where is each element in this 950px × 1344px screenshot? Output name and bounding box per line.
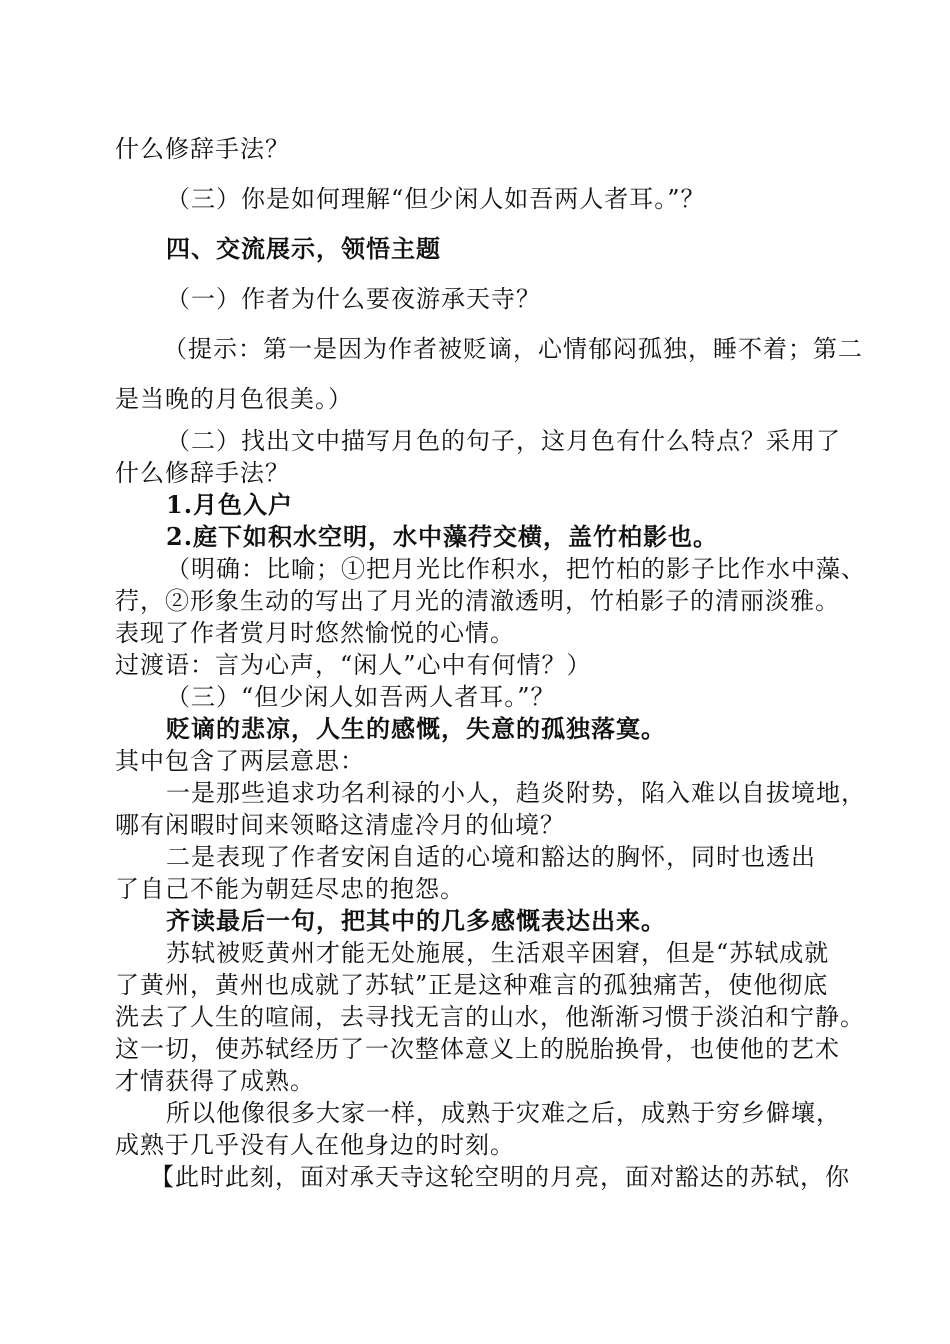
- answer-summary: 贬谪的悲凉，人生的感慨，失意的孤独落寞。: [166, 714, 666, 743]
- text-line: 才情获得了成熟。: [115, 1067, 315, 1095]
- text-line: 所以他像很多大家一样，成熟于灾难之后，成熟于穷乡僻壤，: [166, 1099, 841, 1127]
- transition-line: 过渡语：言为心声，“闲人”心中有何情？）: [115, 651, 592, 679]
- instruction-line: 齐读最后一句，把其中的几多感慨表达出来。: [166, 906, 666, 935]
- text-line: 一是那些追求功名利禄的小人，趋炎附势，陷入难以自拔境地，: [166, 779, 866, 807]
- answer-item: 1.月色入户: [166, 490, 294, 519]
- explanation-line: 荇，②形象生动的写出了月光的清澈透明，竹柏影子的清丽淡雅。: [115, 587, 840, 615]
- text-line: 了黄州，黄州也成就了苏轼”正是这种难言的孤独痛苦，使他彻底: [115, 971, 829, 999]
- text-line: 【此时此刻，面对承天寺这轮空明的月亮，面对豁达的苏轼，你: [150, 1163, 850, 1191]
- hint-line: （提示：第一是因为作者被贬谪，心情郁闷孤独，睡不着；第二: [163, 335, 863, 363]
- question-line: （三）你是如何理解“但少闲人如吾两人者耳。”？: [166, 185, 706, 213]
- explanation-line: 表现了作者赏月时悠然愉悦的心情。: [115, 619, 515, 647]
- text-line: 什么修辞手法？: [115, 135, 290, 163]
- question-line: （二）找出文中描写月色的句子，这月色有什么特点？采用了: [166, 427, 841, 455]
- text-line: 哪有闲暇时间来领略这清虚冷月的仙境？: [115, 811, 565, 839]
- text-line: 了自己不能为朝廷尽忠的抱怨。: [115, 875, 465, 903]
- text-line: 这一切，使苏轼经历了一次整体意义上的脱胎换骨，也使他的艺术: [115, 1035, 840, 1063]
- section-heading: 四、交流展示，领悟主题: [166, 234, 441, 263]
- text-line: 其中包含了两层意思：: [115, 747, 365, 775]
- question-line: （三）“但少闲人如吾两人者耳。”？: [166, 683, 556, 711]
- explanation-line: （明确：比喻；①把月光比作积水，把竹柏的影子比作水中藻、: [166, 555, 866, 583]
- text-line: 什么修辞手法？: [115, 459, 290, 487]
- text-line: 洗去了人生的喧闹，去寻找无言的山水，他渐渐习惯于淡泊和宁静。: [115, 1003, 865, 1031]
- text-line: 成熟于几乎没有人在他身边的时刻。: [115, 1131, 515, 1159]
- hint-line: 是当晚的月色很美。）: [115, 385, 353, 413]
- question-line: （一）作者为什么要夜游承天寺？: [166, 285, 541, 313]
- text-line: 苏轼被贬黄州才能无处施展，生活艰辛困窘，但是“苏轼成就: [166, 939, 830, 967]
- answer-item: 2.庭下如积水空明，水中藻荇交横，盖竹柏影也。: [166, 522, 719, 551]
- text-line: 二是表现了作者安闲自适的心境和豁达的胸怀，同时也透出: [166, 843, 816, 871]
